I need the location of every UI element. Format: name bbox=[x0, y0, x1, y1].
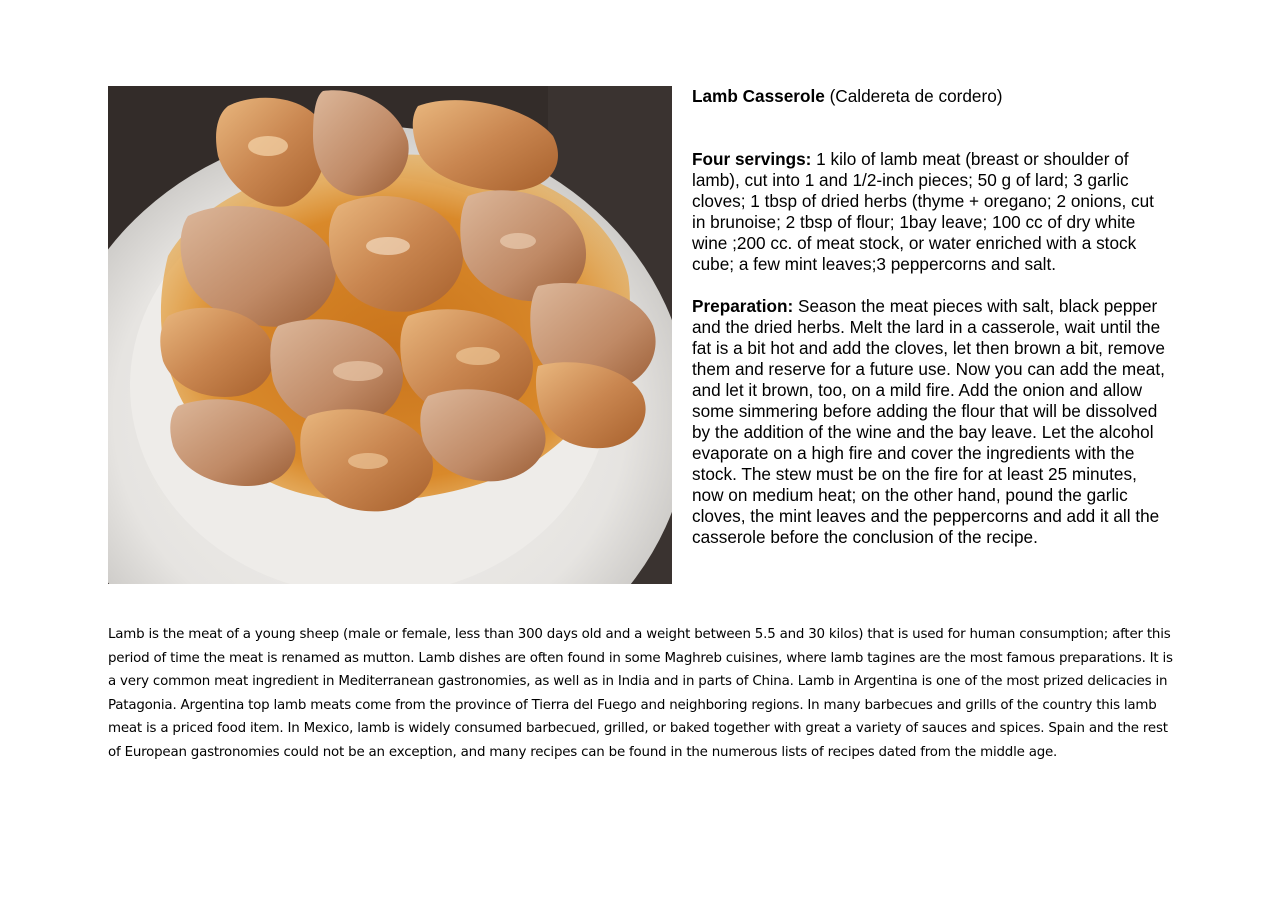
preparation-paragraph bbox=[692, 296, 1170, 548]
recipe-title bbox=[692, 86, 1170, 107]
recipe-block bbox=[692, 86, 1170, 548]
lamb-article-paragraph: Lamb is the meat of a young sheep (male or female, less than 300 days old and a weight between 5.5 and 30 kilos) that is used for human consumption; after this period of time the meat is renamed as mutton. Lamb dishes are often found in some Maghreb cuisines, where lamb tagines are the most famous preparations. It is a very common meat ingredient in Mediterranean gastronomies, as well as in India and in parts of China. Lamb in Argentina is one of the most prized delicacies in Patagonia. Argentina top lamb meats come from the province of Tierra del Fuego and neighboring regions. In many barbecues and grills of the country this lamb meat is a priced food item. In Mexico, lamb is widely consumed barbecued, grilled, or baked together with great a variety of sauces and spices. Spain and the rest of European gastronomies could not be an exception, and many recipes can be found in the numerous lists of recipes dated from the middle age. bbox=[108, 627, 1173, 760]
servings-text: 1 kilo of lamb meat (breast or shoulder of lamb), cut into 1 and 1/2-inch pieces; 50 g of lard; 3 garlic cloves; 1 tbsp of dried herbs (thyme + oregano; 2 onions, cut in brunoise; 2 tbsp of flour; 1bay leave; 100 cc of dry white wine ;200 cc. of meat stock, or water enriched with a stock cube; a few mint leaves;3 peppercorns and salt. bbox=[692, 149, 1154, 274]
recipe-title-bold: Lamb Casserole bbox=[692, 86, 825, 106]
preparation-text: Season the meat pieces with salt, black pepper and the dried herbs. Melt the lard in a casserole, wait until the fat is a bit hot and add the cloves, let then brown a bit, remove them and reserve for a future use. Now you can add the meat, and let it brown, too, on a mild fire. Add the onion and allow some simmering before adding the flour that will be dissolved by the addition of the wine and the bay leave. Let the alcohol evaporate on a high fire and cover the ingredients with the stock. The stew must be on the fire for at least 25 minutes, now on medium heat; on the other hand, pound the garlic cloves, the mint leaves and the peppercorns and add it all the casserole before the conclusion of the recipe. bbox=[692, 296, 1165, 547]
servings-label: Four servings: bbox=[692, 149, 812, 169]
recipe-title-subtitle: (Caldereta de cordero) bbox=[824, 86, 1003, 106]
servings-paragraph bbox=[692, 149, 1170, 275]
lamb-casserole-dish-icon bbox=[108, 86, 672, 584]
preparation-label: Preparation: bbox=[692, 296, 794, 316]
lamb-casserole-photo bbox=[108, 86, 672, 584]
